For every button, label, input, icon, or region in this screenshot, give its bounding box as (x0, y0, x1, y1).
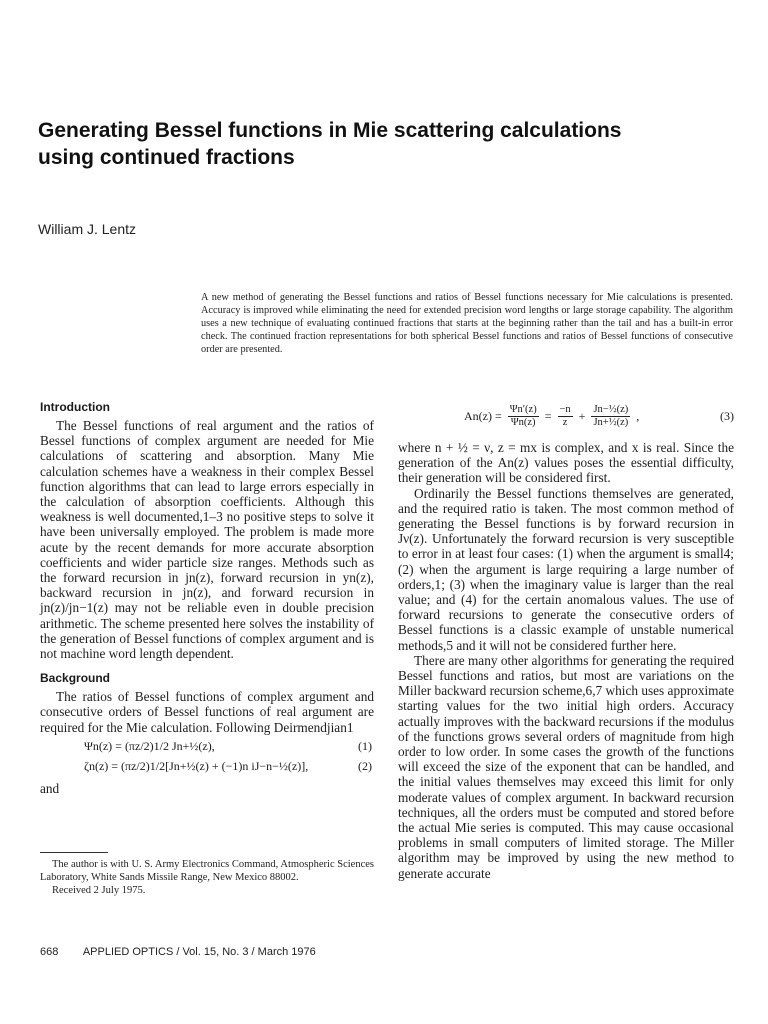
equation-3-fraction-3 (591, 404, 630, 429)
equation-3-plus: + (578, 408, 586, 423)
fraction-2-numerator: −n (559, 403, 571, 415)
author-name: William J. Lentz (38, 221, 137, 237)
introduction-heading: Introduction (40, 400, 110, 414)
equation-1-number: (1) (358, 738, 372, 753)
fraction-3-numerator: Jn−½(z) (593, 403, 629, 415)
equation-2-number: (2) (358, 758, 372, 773)
page-number: 668 (40, 946, 59, 958)
right-paragraph-3: There are many other algorithms for generating the required Bessel functions and ratios, but most are variations on the Miller backward recursion scheme,6,7 which uses approximate starting values for the two initial high orders. Accuracy actually improves with the backward recursions if the modulus of the functions grows several orders of magnitude from high order to low order. In some cases the growth of the functions will exceed the size of the exponent that can be handled, and the initial values themselves may exceed this limit for only moderate values of complex argument. In backward recursion techniques, all the orders must be computed and stored before the actual Mie series is computed. This may cause occasional problems in small computers of limited storage. The Miller algorithm may be improved by using the new method to generate accurate (398, 652, 735, 881)
equation-3 (398, 400, 734, 432)
equation-3-comma: , (636, 408, 640, 423)
background-paragraph: The ratios of Bessel functions of complex argument and consecutive orders of Bessel functions of real argument are required for the Mie calculation. Following Deirmendjian1 (40, 689, 374, 735)
footnote-divider (40, 852, 108, 853)
footnote-affiliation: The author is with U. S. Army Electronics Command, Atmospheric Sciences Laboratory, White Sands Missile Range, New Mexico 88002. (40, 859, 374, 883)
equation-3-lhs: An(z) = (464, 408, 502, 423)
equation-3-fraction-1 (508, 404, 539, 429)
introduction-paragraph: The Bessel functions of real argument and the ratios of Bessel functions of complex argument are needed for Mie calculations of scattering and absorption. Many Mie calculation schemes have a weakness in their complex Bessel function algorithms that can lead to large errors especially in the calculation of absorption coefficients. Although this weakness is well documented,1–3 no positive steps to solve it have been universally employed. The problem is made more acute by the recent demands for more accurate absorption coefficients and wider particle size ranges. Methods such as the forward recursion in jn(z), forward recursion in yn(z), backward recursion in jn(z), and forward recursion in jn(z)/jn−1(z) may not be reliable even in double precision arithmetic. The scheme presented here solves the instability of the generation of Bessel functions of complex argument and is not machine word length dependent. (40, 418, 374, 662)
and-text: and (40, 780, 60, 796)
equation-1 (40, 738, 374, 755)
right-column (398, 400, 734, 881)
equation-2-expression: ζn(z) = (πz/2)1/2[Jn+½(z) + (−1)n iJ−n−½(z)], (84, 758, 309, 773)
abstract: A new method of generating the Bessel functions and ratios of Bessel functions necessary for Mie calculations is presented. Accuracy is improved while eliminating the need for extended precision word lengths or large storage capability. The algorithm uses a new technique of evaluating continued fractions that starts at the beginning rather than the tail and has a built-in error check. The continued fraction representations for both spherical Bessel functions and ratios of Bessel functions of consecutive order are presented. (201, 292, 733, 356)
fraction-2-denominator: z (562, 416, 568, 428)
equation-3-expression (398, 404, 639, 429)
equation-1-expression: Ψn(z) = (πz/2)1/2 Jn+½(z), (84, 738, 215, 753)
page-footer (40, 946, 316, 958)
footnote (40, 858, 374, 897)
fraction-1-numerator: Ψn′(z) (509, 403, 537, 415)
equation-3-equals: = (544, 408, 552, 423)
left-column (40, 400, 374, 797)
background-heading: Background (40, 671, 111, 686)
journal-citation: APPLIED OPTICS / Vol. 15, No. 3 / March 1976 (82, 946, 316, 958)
right-paragraph-1: where n + ½ = ν, z = mx is complex, and x is real. Since the generation of the An(z) values poses the essential difficulty, their generation will be considered first. (398, 440, 734, 486)
equation-2 (40, 758, 374, 775)
footnote-received: Received 2 July 1975. (52, 885, 146, 896)
equation-3-number: (3) (720, 408, 734, 423)
fraction-1-denominator: Ψn(z) (510, 416, 536, 428)
right-paragraph-2: Ordinarily the Bessel functions themselves are generated, and the required ratio is taken. The most common method of generating the Bessel functions is by forward recursion in Jν(z). Unfortunately the forward recursion is very susceptible to error in at least four cases: (1) when the argument is small4; (2) when the argument is large requiring a large number of orders,1; (3) when the imaginary value is larger than the real value; and (4) for the certain anomalous values. The use of forward recursions to generate the consecutive orders of Bessel functions is a classic example of unstable numerical methods,5 and it will not be considered further here. (398, 485, 734, 653)
paper-title: Generating Bessel functions in Mie scattering calculations using continued fractions (38, 119, 622, 169)
equation-3-fraction-2 (558, 404, 573, 429)
fraction-3-denominator: Jn+½(z) (593, 416, 629, 428)
